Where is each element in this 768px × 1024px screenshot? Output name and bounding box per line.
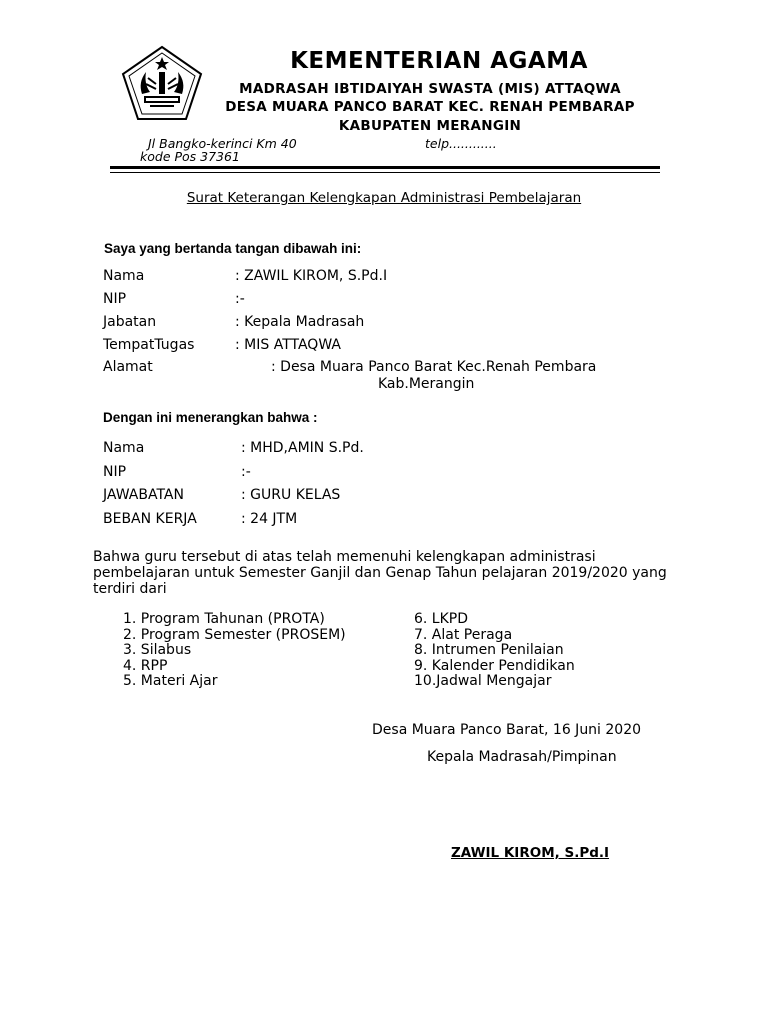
list-item: 7. Alat Peraga bbox=[414, 626, 513, 643]
subject-nip-value: :- bbox=[241, 464, 251, 480]
letter-title: Surat Keterangan Kelengkapan Administrasi Pembelajaran bbox=[186, 190, 582, 206]
subject-position-value: : GURU KELAS bbox=[241, 487, 341, 503]
list-item: 9. Kalender Pendidikan bbox=[414, 657, 575, 674]
signer-nip-value: :- bbox=[235, 291, 245, 307]
regency-line: KABUPATEN MERANGIN bbox=[338, 118, 522, 134]
signer-workplace-label: TempatTugas bbox=[103, 337, 195, 353]
signer-address-value-2: Kab.Merangin bbox=[378, 376, 475, 392]
subject-workload-value: : 24 JTM bbox=[241, 511, 298, 527]
phone-line: telp............ bbox=[425, 136, 497, 151]
signer-name-value: : ZAWIL KIROM, S.Pd.I bbox=[235, 268, 388, 284]
header-rule-thick bbox=[110, 166, 660, 169]
list-item: 3. Silabus bbox=[123, 642, 192, 658]
signer-address-label: Alamat bbox=[103, 359, 153, 375]
subject-nip-label: NIP bbox=[103, 464, 127, 480]
signer-intro: Saya yang bertanda tangan dibawah ini: bbox=[104, 241, 362, 256]
street-address: Jl Bangko-kerinci Km 40 bbox=[148, 136, 297, 151]
signer-nip-label: NIP bbox=[103, 291, 127, 307]
statement-paragraph: Bahwa guru tersebut di atas telah memenuhi kelengkapan administrasi pembelajaran untuk Semester Ganjil dan Genap Tahun pelajaran 2019/2020 yang terdiri dari bbox=[93, 549, 667, 597]
place-date: Desa Muara Panco Barat, 16 Juni 2020 bbox=[372, 722, 642, 738]
ministry-title: KEMENTERIAN AGAMA bbox=[290, 48, 588, 74]
signer-position-label: Jabatan bbox=[103, 314, 157, 330]
list-left bbox=[123, 612, 346, 690]
subject-name-value: : MHD,AMIN S.Pd. bbox=[241, 440, 364, 456]
subject-name-label: Nama bbox=[103, 440, 145, 456]
list-right bbox=[414, 612, 575, 690]
village-line: DESA MUARA PANCO BARAT KEC. RENAH PEMBARAP bbox=[225, 99, 635, 115]
signature-name: ZAWIL KIROM, S.Pd.I bbox=[451, 845, 610, 861]
signer-workplace-value: : MIS ATTAQWA bbox=[235, 337, 341, 353]
signer-position-value: : Kepala Madrasah bbox=[235, 314, 365, 330]
signer-name-label: Nama bbox=[103, 268, 145, 284]
subject-position-label: JAWABATAN bbox=[103, 487, 184, 503]
list-item: 6. LKPD bbox=[414, 611, 469, 627]
list-item: 2. Program Semester (PROSEM) bbox=[123, 626, 346, 643]
list-item: 10.Jadwal Mengajar bbox=[414, 673, 552, 689]
signer-address-value: : Desa Muara Panco Barat Kec.Renah Pembara bbox=[271, 359, 597, 375]
list-item: 1. Program Tahunan (PROTA) bbox=[123, 611, 325, 627]
signer-role: Kepala Madrasah/Pimpinan bbox=[427, 749, 617, 765]
subject-workload-label: BEBAN KERJA bbox=[103, 511, 197, 527]
header-rule-thin bbox=[110, 172, 660, 173]
list-item: 4. RPP bbox=[123, 657, 168, 674]
school-name: MADRASAH IBTIDAIYAH SWASTA (MIS) ATTAQWA bbox=[239, 81, 621, 97]
postal-code: kode Pos 37361 bbox=[140, 149, 240, 164]
subject-intro: Dengan ini menerangkan bahwa : bbox=[103, 410, 318, 425]
list-item: 5. Materi Ajar bbox=[123, 673, 218, 689]
list-item: 8. Intrumen Penilaian bbox=[414, 642, 564, 658]
